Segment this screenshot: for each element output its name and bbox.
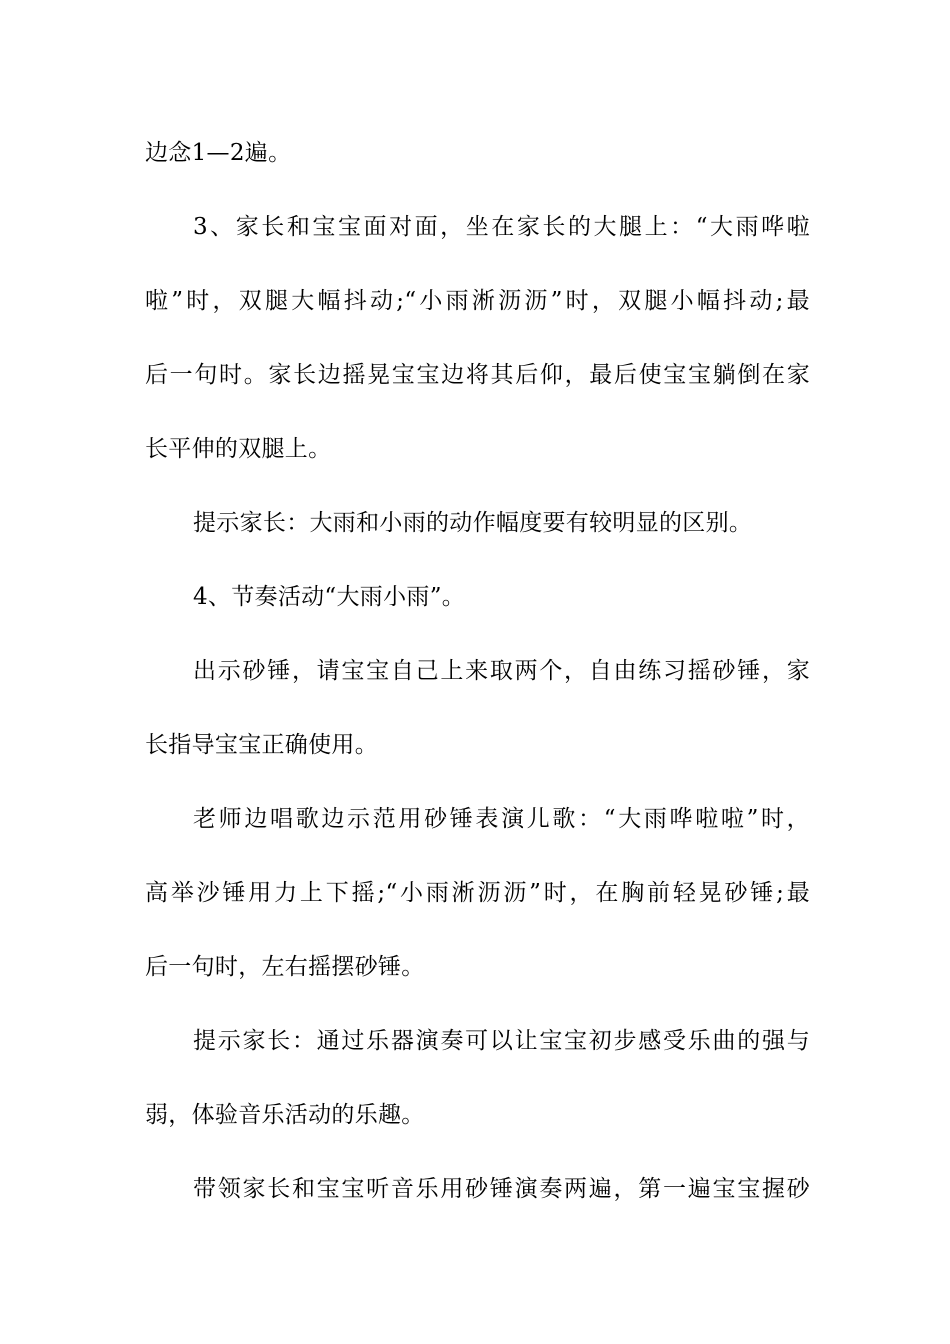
- text-line-5: 长平伸的双腿上。: [145, 436, 332, 462]
- text-line-15: 带领家长和宝宝听音乐用砂锤演奏两遍，第一遍宝宝握砂: [193, 1176, 810, 1202]
- text-line-13: 提示家长：通过乐器演奏可以让宝宝初步感受乐曲的强与: [193, 1028, 810, 1054]
- text-line-11: 高举沙锤用力上下摇;“小雨淅沥沥”时，在胸前轻晃砂锤;最: [145, 880, 810, 906]
- text-line-7: 4、节奏活动“大雨小雨”。: [193, 584, 466, 610]
- text-line-14: 弱，体验音乐活动的乐趣。: [145, 1102, 425, 1128]
- text-line-2: 3、家长和宝宝面对面，坐在家长的大腿上：“大雨哗啦: [193, 214, 810, 240]
- text-line-6: 提示家长：大雨和小雨的动作幅度要有较明显的区别。: [193, 510, 753, 536]
- text-line-8: 出示砂锤，请宝宝自己上来取两个，自由练习摇砂锤，家: [193, 658, 810, 684]
- text-line-1: 边念1—2遍。: [145, 140, 292, 166]
- text-line-9: 长指导宝宝正确使用。: [145, 732, 378, 758]
- text-line-3: 啦”时，双腿大幅抖动;“小雨淅沥沥”时，双腿小幅抖动;最: [145, 288, 810, 314]
- text-line-10: 老师边唱歌边示范用砂锤表演儿歌：“大雨哗啦啦”时，: [193, 806, 810, 832]
- text-line-12: 后一句时，左右摇摆砂锤。: [145, 954, 425, 980]
- text-line-4: 后一句时。家长边摇晃宝宝边将其后仰，最后使宝宝躺倒在家: [145, 362, 810, 388]
